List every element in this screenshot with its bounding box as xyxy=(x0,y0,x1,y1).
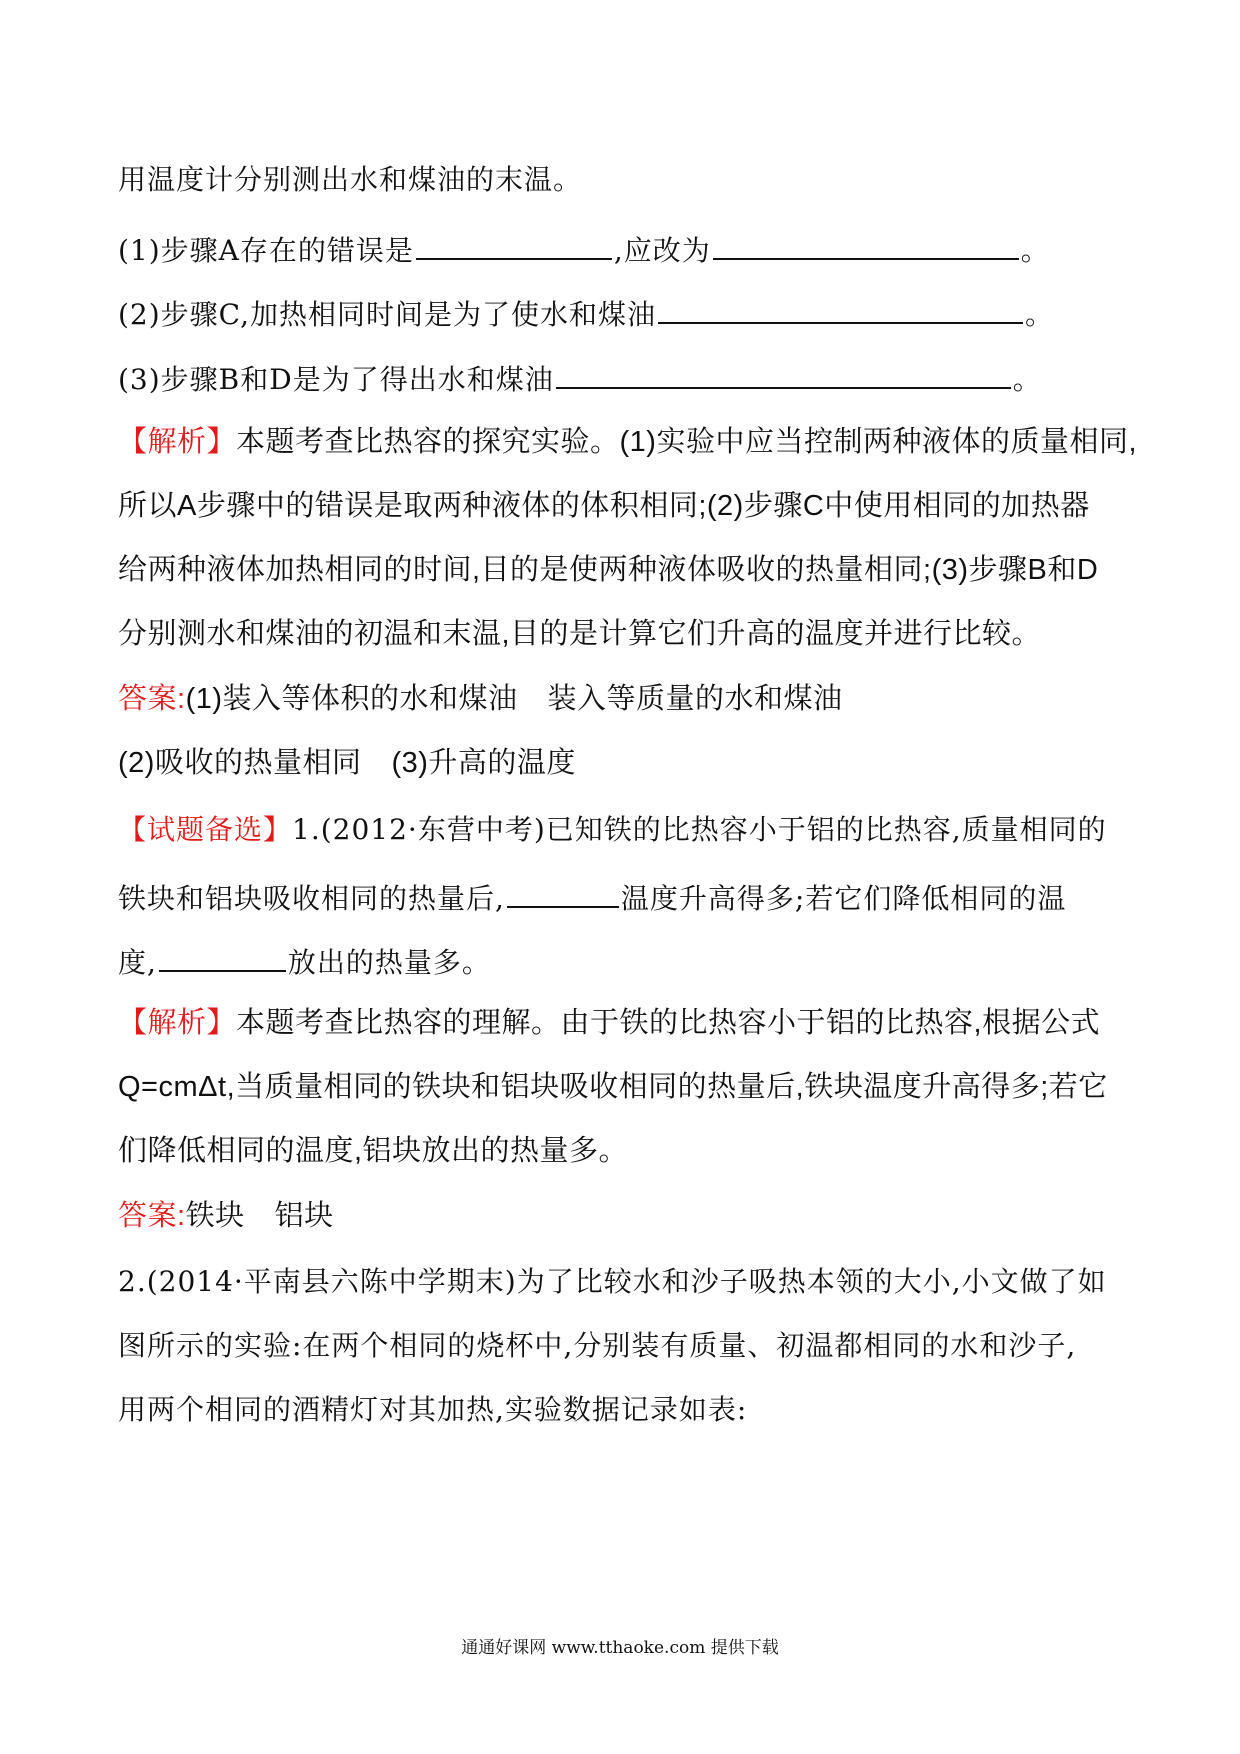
backup-question-line xyxy=(118,813,1107,846)
analysis-2-line: Q=cmΔt,当质量相同的铁块和铝块吸收相同的热量后,铁块温度升高得多;若它 xyxy=(118,1071,1108,1103)
question-1-mid: ,应改为 xyxy=(613,234,711,267)
analysis-1-line: 所以A步骤中的错误是取两种液体的体积相同;(2)步骤C中使用相同的加热器 xyxy=(118,490,1090,522)
question-2-line: 图所示的实验:在两个相同的烧杯中,分别装有质量、初温都相同的水和沙子, xyxy=(118,1329,1077,1362)
backup-text: 度, xyxy=(118,946,157,979)
analysis-1-line xyxy=(118,428,1137,457)
question-2-end: 。 xyxy=(1025,298,1055,331)
backup-question-line xyxy=(118,944,491,977)
analysis-2-line: 们降低相同的温度,铝块放出的热量多。 xyxy=(118,1135,629,1167)
answer-1-line xyxy=(118,749,576,778)
question-3 xyxy=(118,361,1042,394)
backup-text: 温度升高得多;若它们降低相同的温 xyxy=(620,882,1067,915)
analysis-1-line: 给两种液体加热相同的时间,目的是使两种液体吸收的热量相同;(3)步骤B和D xyxy=(118,554,1099,586)
backup-text: 放出的热量多。 xyxy=(287,946,491,979)
question-3-end: 。 xyxy=(1012,363,1042,396)
text-line: 用温度计分别测出水和煤油的末温。 xyxy=(118,163,583,196)
question-2 xyxy=(118,296,1054,329)
answer-part: (1)装入等体积的水和煤油 xyxy=(185,683,518,715)
answer-part: (3)升高的温度 xyxy=(391,747,576,779)
answer-part: (2)吸收的热量相同 xyxy=(118,747,362,779)
analysis-tag: 【解析】 xyxy=(118,1007,237,1039)
question-1 xyxy=(118,232,1050,265)
question-1-end: 。 xyxy=(1020,234,1050,267)
answer-blank xyxy=(556,361,1011,389)
analysis-text: 本题考查比热容的探究实验。(1)实验中应当控制两种液体的质量相同, xyxy=(236,426,1138,458)
answer-tag: 答案: xyxy=(118,683,186,715)
analysis-text: 本题考查比热容的理解。由于铁的比热容小于铝的比热容,根据公式 xyxy=(236,1007,1101,1039)
analysis-2-line xyxy=(118,1009,1100,1038)
answer-part: 铁块 xyxy=(185,1200,245,1232)
backup-tag: 【试题备选】 xyxy=(118,813,293,846)
answer-blank xyxy=(658,296,1023,324)
answer-part: 装入等质量的水和煤油 xyxy=(547,683,843,715)
answer-blank xyxy=(416,232,612,260)
backup-question-line xyxy=(118,880,1066,913)
answer-blank xyxy=(507,880,619,908)
backup-text: 铁块和铝块吸收相同的热量后, xyxy=(118,882,505,915)
answer-blank xyxy=(159,944,286,972)
analysis-1-line: 分别测水和煤油的初温和末温,目的是计算它们升高的温度并进行比较。 xyxy=(118,618,1042,650)
question-3-text: (3)步骤B和D是为了得出水和煤油 xyxy=(118,363,554,396)
backup-text: 1.(2012·东营中考)已知铁的比热容小于铝的比热容,质量相同的 xyxy=(292,813,1107,846)
answer-2-line xyxy=(118,1202,334,1231)
question-1-text: (1)步骤A存在的错误是 xyxy=(118,234,414,267)
answer-1-line xyxy=(118,685,843,714)
question-2-line: 用两个相同的酒精灯对其加热,实验数据记录如表: xyxy=(118,1393,748,1426)
answer-tag: 答案: xyxy=(118,1200,186,1232)
question-2-text: (2)步骤C,加热相同时间是为了使水和煤油 xyxy=(118,298,656,331)
question-2-line: 2.(2014·平南县六陈中学期末)为了比较水和沙子吸热本领的大小,小文做了如 xyxy=(118,1265,1107,1298)
footer-credit: 通通好课网 www.tthaoke.com 提供下载 xyxy=(461,1638,779,1658)
answer-part: 铝块 xyxy=(274,1200,334,1232)
analysis-tag: 【解析】 xyxy=(118,426,237,458)
answer-blank xyxy=(713,232,1019,260)
